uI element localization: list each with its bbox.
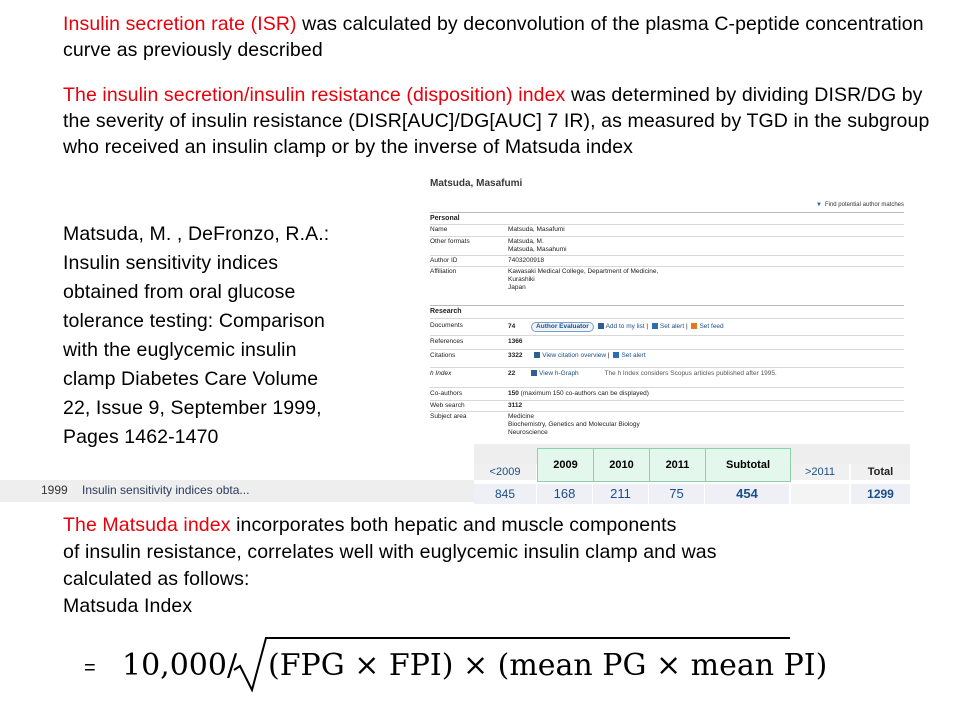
- field-value: 3112: [508, 402, 523, 409]
- equals-sign: =: [84, 657, 96, 679]
- cell-2009[interactable]: 168: [537, 484, 592, 504]
- disposition-term: The insulin secretion/insulin resistance (disposition) index: [63, 84, 566, 106]
- author-evaluator-button[interactable]: Author Evaluator: [531, 322, 594, 332]
- set-alert-link[interactable]: Set alert: [621, 352, 646, 359]
- col-subtotal: Subtotal: [705, 448, 791, 482]
- chart-icon: [531, 370, 537, 376]
- alert-icon: [652, 323, 658, 329]
- divider: [430, 305, 904, 306]
- citation-line: Matsuda, M. , DeFronzo, R.A.:: [63, 223, 330, 245]
- personal-heading: Personal: [430, 215, 460, 222]
- article-row[interactable]: [0, 480, 474, 502]
- article-title-link[interactable]: Insulin sensitivity indices obta...: [82, 483, 250, 497]
- citation-line: clamp Diabetes Care Volume: [63, 368, 319, 390]
- col-year: 2011: [649, 448, 706, 482]
- matsuda-formula: [84, 632, 828, 692]
- field-value: Matsuda, M. Matsuda, Masahumi: [508, 238, 567, 253]
- field-value: Matsuda, Masafumi: [508, 226, 565, 233]
- view-h-graph-link[interactable]: View h-Graph: [539, 370, 579, 377]
- alert-icon: [613, 352, 619, 358]
- citation-line: Pages 1462-1470: [63, 426, 219, 448]
- set-alert-link[interactable]: Set alert: [659, 323, 685, 330]
- col-total: Total: [851, 464, 910, 480]
- isr-term: Insulin secretion rate (ISR): [63, 13, 297, 35]
- disposition-text: was determined by dividing DISR/DG by the severity of insulin resistance (DISR[AUC]/DG[AUC] 7 IR), as measured by TGD in the subgroup who received an insulin clamp or by the inverse of Matsuda index: [63, 84, 930, 158]
- add-list-icon: [598, 323, 604, 329]
- article-year: 1999: [41, 483, 68, 497]
- h-index-note: The h Index considers Scopus articles published after 1995.: [604, 370, 777, 377]
- cell-2010[interactable]: 211: [593, 484, 648, 504]
- research-heading: Research: [430, 308, 462, 315]
- cell-subtotal: 454: [705, 484, 789, 504]
- isr-paragraph: [63, 11, 933, 63]
- col-year: 2010: [593, 448, 650, 482]
- field-label: Other formats: [430, 238, 470, 245]
- divider: [430, 212, 904, 213]
- formula-numerator: 10,000/: [122, 648, 238, 683]
- field-label: Affiliation: [430, 268, 457, 275]
- citation-line: 22, Issue 9, September 1999,: [63, 397, 322, 419]
- triangle-down-icon: ▼: [816, 202, 822, 208]
- cell-after-2011: [791, 484, 849, 504]
- documents-value-group: 74 Author Evaluator Add to my list | Set alert | Set feed: [508, 323, 724, 330]
- field-label: Citations: [430, 352, 456, 359]
- field-label: Subject area: [430, 413, 467, 420]
- cell-total[interactable]: 1299: [851, 484, 910, 504]
- field-value: 7403200918: [508, 257, 545, 264]
- reference-citation: [63, 220, 403, 452]
- citation-count-table: [474, 444, 910, 504]
- coauthors-note: (maximum 150 co-authors can be displayed): [520, 390, 649, 397]
- h-index-count: 22: [508, 370, 516, 377]
- field-label: Web search: [430, 402, 465, 409]
- field-label: Documents: [430, 322, 463, 329]
- citation-line: tolerance testing: Comparison: [63, 310, 325, 332]
- coauthors-value-group: [508, 390, 649, 398]
- field-value: Kawasaki Medical College, Department of Medicine, Kurashiki Japan: [508, 268, 659, 291]
- field-label: h Index: [430, 370, 452, 377]
- author-profile-panel: [422, 174, 912, 440]
- author-name-heading: Matsuda, Masafumi: [430, 178, 523, 189]
- matsuda-text: incorporates both hepatic and muscle components: [230, 514, 677, 536]
- field-label: References: [430, 338, 464, 345]
- coauthors-count: 150: [508, 390, 519, 397]
- formula-expression: (FPG × FPI) × (mean PG × mean PI): [268, 648, 828, 683]
- h-index-value-group: [508, 370, 777, 378]
- citations-count: 3322: [508, 352, 523, 359]
- matsuda-text-line: calculated as follows:: [63, 568, 250, 590]
- view-citation-overview-link[interactable]: View citation overview: [542, 352, 607, 359]
- citation-line: Insulin sensitivity indices: [63, 252, 279, 274]
- field-label: Author ID: [430, 257, 458, 264]
- find-matches-link[interactable]: [816, 202, 904, 208]
- matsuda-text-line: of insulin resistance, correlates well with euglycemic insulin clamp and was: [63, 541, 717, 563]
- field-label: Name: [430, 226, 448, 233]
- matsuda-index-label: Matsuda Index: [63, 595, 193, 617]
- isr-text: was calculated by deconvolution of the plasma C-peptide concentration curve as previously described: [63, 13, 924, 61]
- col-before-2009: <2009: [474, 464, 536, 480]
- field-value: Medicine Biochemistry, Genetics and Molecular Biology Neuroscience: [508, 413, 640, 436]
- col-year: 2009: [537, 448, 594, 482]
- add-to-list-link[interactable]: Add to my list: [605, 323, 645, 330]
- col-after-2011: >2011: [791, 464, 849, 480]
- documents-count: 74: [508, 323, 516, 330]
- field-label: Co-authors: [430, 390, 463, 397]
- matsuda-index-paragraph: [63, 512, 943, 620]
- citations-value-group: 3322 View citation overview | Set alert: [508, 352, 646, 359]
- citation-line: with the euglycemic insulin: [63, 339, 297, 361]
- chart-icon: [534, 352, 540, 358]
- cell-before-2009[interactable]: 845: [474, 484, 536, 504]
- set-feed-link[interactable]: Set feed: [699, 323, 724, 330]
- citation-line: obtained from oral glucose: [63, 281, 296, 303]
- cell-2011[interactable]: 75: [649, 484, 704, 504]
- rss-feed-icon: [691, 323, 697, 329]
- disposition-index-paragraph: [63, 82, 943, 160]
- find-matches-label: Find potential author matches: [824, 202, 904, 208]
- matsuda-term: The Matsuda index: [63, 514, 231, 536]
- field-value: 1366: [508, 338, 523, 345]
